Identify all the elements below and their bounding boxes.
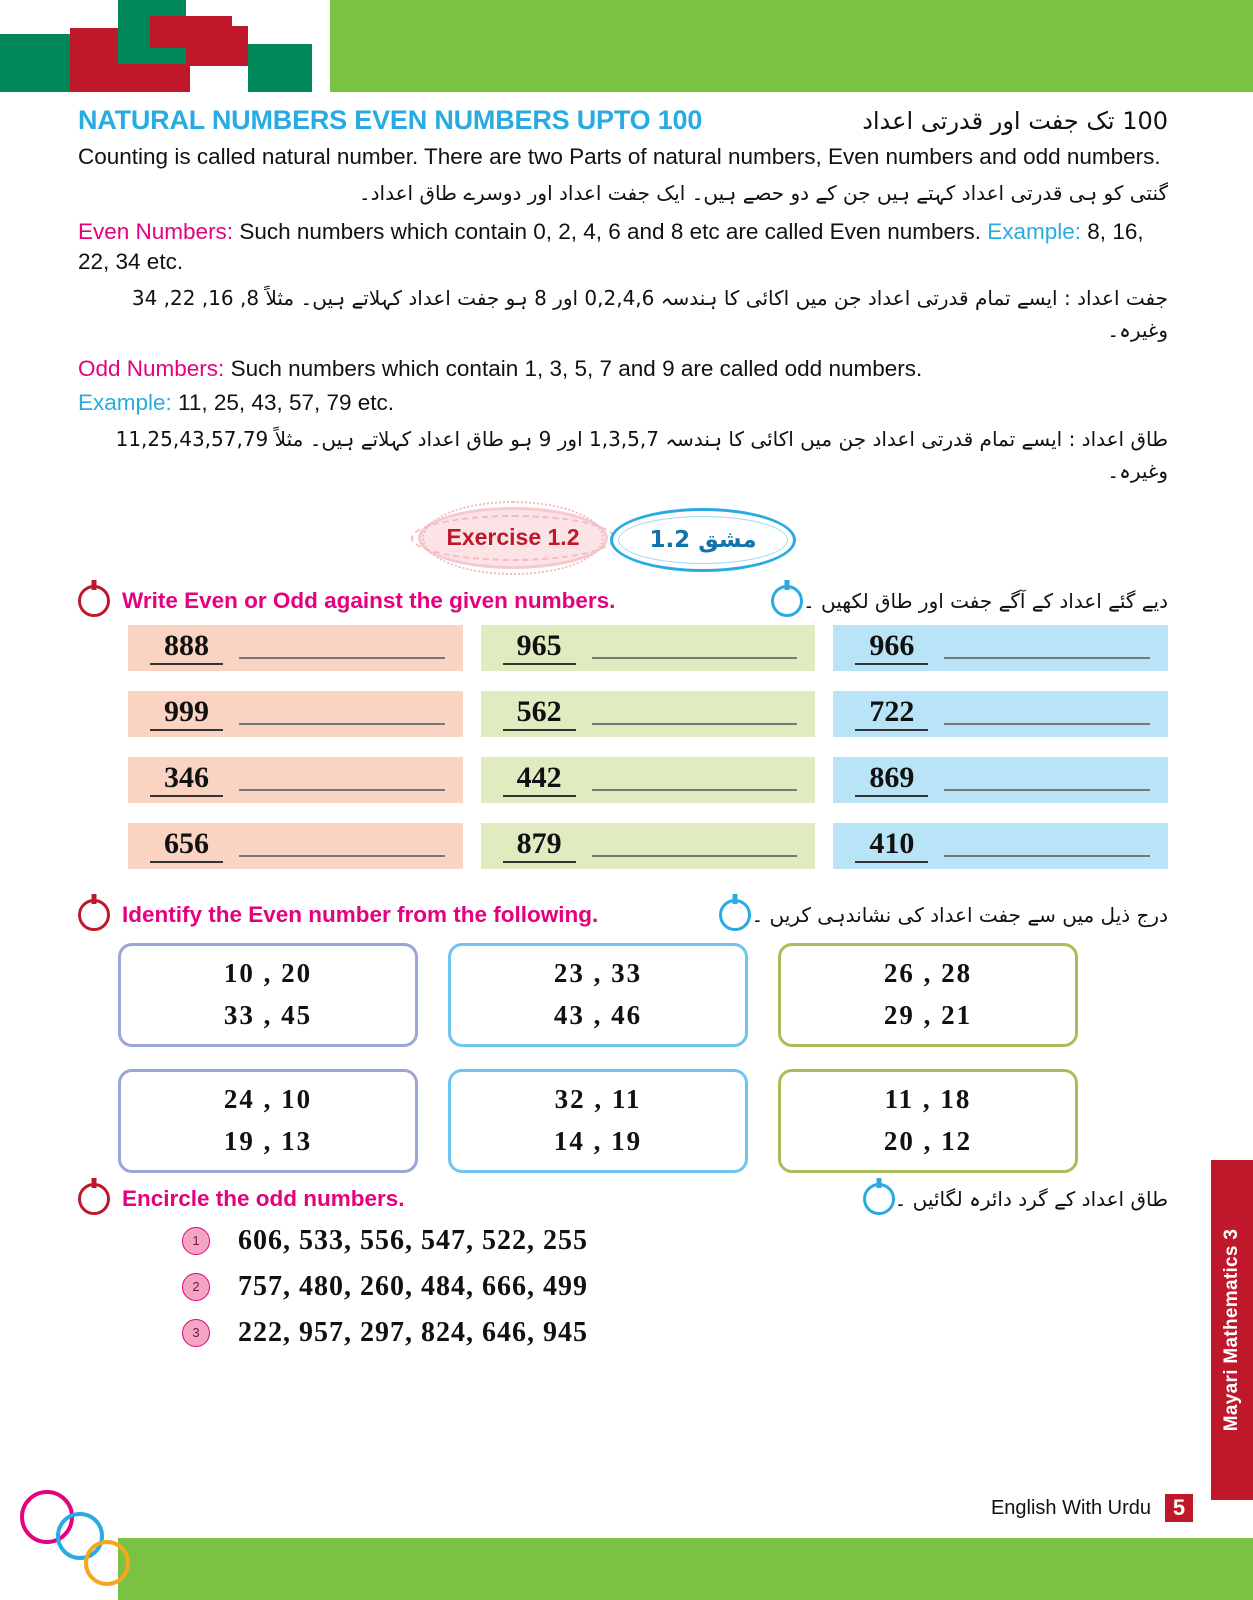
answer-strip[interactable]	[481, 625, 816, 671]
list-item-index: 2	[182, 1273, 210, 1301]
question-1-grid	[78, 625, 1168, 889]
question-1-column-1	[128, 625, 463, 889]
strip-number: 999	[150, 697, 223, 731]
page-number: 5	[1165, 1494, 1193, 1522]
list-item-numbers: 757, 480, 260, 484, 666, 499	[238, 1270, 588, 1302]
answer-blank[interactable]	[944, 769, 1150, 791]
number-pair-line: 29 , 21	[883, 999, 973, 1030]
bottom-green-bar	[118, 1538, 1253, 1600]
list-item[interactable]	[182, 1317, 1168, 1349]
question-3-header	[78, 1183, 1168, 1215]
list-item-index: 3	[182, 1319, 210, 1347]
odd-example-values: 11, 25, 43, 57, 79 etc.	[171, 390, 395, 416]
question-1-title-urdu-wrap	[759, 585, 1168, 617]
odd-example-line	[78, 388, 1168, 419]
logo-square-green-right	[248, 44, 312, 92]
answer-strip[interactable]	[833, 823, 1168, 869]
bullet-blue-icon	[863, 1183, 895, 1215]
even-example-label: Example:	[987, 218, 1082, 244]
strip-number: 869	[855, 763, 928, 797]
strip-number: 879	[503, 829, 576, 863]
answer-blank[interactable]	[239, 703, 445, 725]
question-2-title-urdu: درج ذیل میں سے جفت اعداد کی نشاندہی کریں ۔	[751, 902, 1168, 927]
question-1-header	[78, 585, 1168, 617]
odd-numbers-label: Odd Numbers:	[78, 355, 225, 381]
number-pair-line: 10 , 20	[223, 958, 313, 989]
answer-blank[interactable]	[944, 703, 1150, 725]
answer-strip[interactable]	[833, 691, 1168, 737]
odd-example-label: Example:	[78, 390, 172, 416]
intro-text-urdu: گنتی کو ہی قدرتی اعداد کہتے ہیں جن کے دو حصے ہیں۔ ایک جفت اعداد اور دوسرے طاق اعداد۔	[358, 180, 1168, 205]
strip-number: 562	[503, 697, 576, 731]
answer-blank[interactable]	[239, 769, 445, 791]
even-numbers-urdu: جفت اعداد : ایسے تمام قدرتی اعداد جن میں اکائی کا ہندسہ 0,2,4,6 اور 8 ہو جفت اعداد کہلاتے ہیں۔ مثلاً 8, 16, 22, 34 وغیرہ۔	[131, 285, 1168, 342]
intro-text-english: Counting is called natural number. There are two Parts of natural numbers, Even numbers and odd numbers.	[78, 144, 1161, 169]
answer-blank[interactable]	[592, 637, 798, 659]
even-example-values: 8, 16, 22, 34 etc.	[78, 218, 1144, 275]
logo-bar-red-bottom	[106, 64, 190, 92]
logo-square-green-left	[0, 34, 72, 92]
number-box[interactable]	[118, 1069, 418, 1173]
strip-number: 346	[150, 763, 223, 797]
number-box[interactable]	[118, 943, 418, 1047]
question-2-title-urdu-wrap	[707, 899, 1168, 931]
answer-strip[interactable]	[833, 625, 1168, 671]
answer-strip[interactable]	[128, 691, 463, 737]
number-pair-line: 32 , 11	[554, 1084, 642, 1115]
strip-number: 410	[855, 829, 928, 863]
question-1-title-english: Write Even or Odd against the given numbers.	[122, 587, 616, 613]
list-item-numbers: 222, 957, 297, 824, 646, 945	[238, 1316, 588, 1348]
answer-strip[interactable]	[481, 823, 816, 869]
strip-number: 656	[150, 829, 223, 863]
bullet-red-icon	[78, 899, 110, 931]
answer-blank[interactable]	[239, 835, 445, 857]
answer-strip[interactable]	[128, 823, 463, 869]
number-pair-line: 23 , 33	[553, 958, 643, 989]
number-pair-line: 26 , 28	[883, 958, 973, 989]
strip-number: 888	[150, 631, 223, 665]
bullet-blue-icon	[719, 899, 751, 931]
number-pair-line: 19 , 13	[223, 1125, 313, 1156]
answer-strip[interactable]	[481, 691, 816, 737]
page-content	[78, 105, 1168, 1363]
answer-blank[interactable]	[944, 835, 1150, 857]
page-title-urdu: 100 تک جفت اور قدرتی اعداد	[862, 107, 1168, 135]
page-title-english: NATURAL NUMBERS EVEN NUMBERS UPTO 100	[78, 105, 703, 135]
page-title	[78, 105, 1168, 136]
strip-number: 965	[503, 631, 576, 665]
bullet-blue-icon	[771, 585, 803, 617]
even-numbers-definition	[78, 217, 1168, 278]
list-item[interactable]	[182, 1225, 1168, 1257]
answer-strip[interactable]	[128, 757, 463, 803]
number-box[interactable]	[448, 943, 748, 1047]
number-pair-line: 43 , 46	[553, 999, 643, 1030]
number-pair-line: 14 , 19	[553, 1125, 643, 1156]
odd-numbers-block	[78, 354, 1168, 487]
answer-strip[interactable]	[481, 757, 816, 803]
exercise-banner	[78, 505, 1168, 575]
bottom-decorative-band	[0, 1538, 1253, 1600]
even-numbers-label: Even Numbers:	[78, 218, 234, 244]
top-green-bar	[330, 0, 1253, 92]
number-pair-line: 20 , 12	[883, 1125, 973, 1156]
page-footer	[991, 1494, 1193, 1522]
answer-blank[interactable]	[944, 637, 1150, 659]
strip-number: 722	[855, 697, 928, 731]
question-3-title-urdu: طاق اعداد کے گرد دائرہ لگائیں ۔	[894, 1186, 1168, 1211]
strip-number: 442	[503, 763, 576, 797]
question-3-title-english: Encircle the odd numbers.	[122, 1185, 405, 1211]
top-decorative-band	[0, 0, 1253, 92]
number-box[interactable]	[778, 1069, 1078, 1173]
answer-blank[interactable]	[239, 637, 445, 659]
even-numbers-block	[78, 217, 1168, 346]
question-1-column-3	[833, 625, 1168, 889]
book-title-side-tab	[1211, 1160, 1253, 1500]
question-3-title-urdu-wrap	[851, 1183, 1168, 1215]
list-item[interactable]	[182, 1271, 1168, 1303]
even-numbers-text: Such numbers which contain 0, 2, 4, 6 and 8 etc are called Even numbers.	[233, 218, 988, 244]
ring-orange-icon	[84, 1540, 130, 1586]
footer-label: English With Urdu	[990, 1496, 1151, 1519]
book-title-text: Mayari Mathematics 3	[1221, 1228, 1242, 1432]
logo-bar-red-mid	[186, 26, 248, 66]
number-box[interactable]	[448, 1069, 748, 1173]
answer-blank[interactable]	[592, 703, 798, 725]
question-2-grid	[78, 943, 1168, 1173]
question-1-title-urdu: دیے گئے اعداد کے آگے جفت اور طاق لکھیں ۔	[802, 588, 1168, 613]
question-2-title-english: Identify the Even number from the following.	[122, 901, 599, 927]
exercise-label-urdu: مشق 1.2	[610, 508, 796, 572]
question-1-column-2	[481, 625, 816, 889]
bullet-red-icon	[78, 1183, 110, 1215]
odd-numbers-definition	[78, 354, 1168, 385]
number-pair-line: 11 , 18	[884, 1084, 972, 1115]
number-pair-line: 33 , 45	[223, 999, 313, 1030]
answer-strip[interactable]	[833, 757, 1168, 803]
list-item-numbers: 606, 533, 556, 547, 522, 255	[238, 1224, 588, 1256]
strip-number: 966	[855, 631, 928, 665]
question-2-header	[78, 899, 1168, 931]
bullet-red-icon	[78, 585, 110, 617]
question-3-list	[78, 1225, 1168, 1349]
answer-blank[interactable]	[592, 835, 798, 857]
answer-blank[interactable]	[592, 769, 798, 791]
odd-numbers-text: Such numbers which contain 1, 3, 5, 7 and 9 are called odd numbers.	[224, 355, 923, 381]
answer-strip[interactable]	[128, 625, 463, 671]
list-item-index: 1	[182, 1227, 210, 1255]
number-box[interactable]	[778, 943, 1078, 1047]
number-pair-line: 24 , 10	[223, 1084, 313, 1115]
exercise-label-english: Exercise 1.2	[418, 507, 608, 569]
intro-block	[78, 142, 1168, 209]
odd-numbers-urdu: طاق اعداد : ایسے تمام قدرتی اعداد جن میں اکائی کا ہندسہ 1,3,5,7 اور 9 ہو طاق اعداد کہلاتے ہیں۔ مثلاً 11,25,43,57,79 وغیرہ۔	[115, 426, 1168, 483]
